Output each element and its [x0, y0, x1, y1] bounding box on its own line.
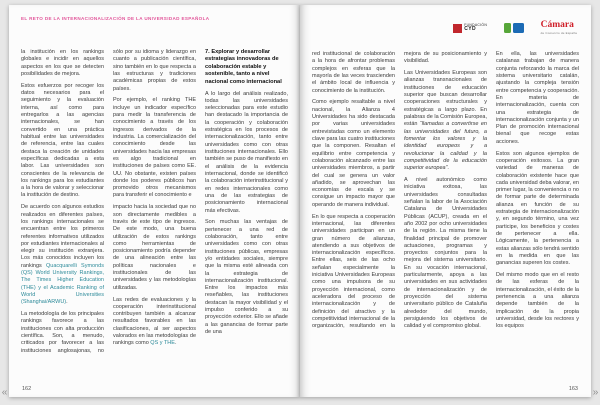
running-header: [21, 12, 288, 40]
paragraph: La metodología de los principales rankings favorece a las instituciones con alta producción científica. Son, a menudo, criticados por favorecer a las instituciones anglosajonas, no sólo por su idioma y liderazgo en cuanto a publicación científica, sino también en lo que respecta a las estructuras y tradiciones académicas propias de estos países.: [21, 49, 196, 354]
partner-logo: [504, 23, 524, 33]
paragraph: [404, 70, 487, 172]
camara-logo-subtitle: de Comercio de España: [540, 31, 577, 36]
cyd-logo-line2: CYD: [464, 26, 477, 33]
next-page-button[interactable]: [591, 385, 600, 399]
text-run: Las Universidades Europeas son alianzas transnacionales de instituciones de educación superior que buscan desarrollar cooperaciones estructurales y estratégicas a largo plazo. En palabras de la Comisión Europea, están: [404, 70, 487, 128]
chevron-left-icon: «: [1, 386, 8, 398]
text-run: .: [174, 340, 177, 347]
paragraph: En lo que respecta a cooperación internacional, las diferentes universidades participan en un gran número de alianzas, atendiendo a sus objetivos de internacionalización específicos. Entre ellas, seis de las ocho señalan especialmente la iniciativa Universidades Europeas como una impulsora de su proyección internacional, como aceleradora del proceso de internacionalización y de definición del atractivo y la competitividad internacional de la organización, resultando en la mejora de su posicionamiento y visibilidad.: [312, 51, 487, 330]
fundacion-cyd-logo: [453, 24, 487, 33]
camara-logo: [541, 21, 577, 36]
paragraph: Por ejemplo, el ranking THE incluye un indicador específico para medir la transferencia de conocimiento a través de los ingresos derivados de la industria. La comercialización del conocimiento desde las universidades hacia las empresas es algo tradicional en instituciones de países como EE. UU. No obstante, existen países donde los poderes públicos han promovido otros mecanismos para transferir el conocimiento e: [113, 97, 196, 199]
paragraph: Estos son algunos ejemplos de cooperación exitosos. La gran variedad de maneras de colaboración existente hace que cada universidad deba valorar, en primer lugar, la conveniencia o no de formar parte de determinada alianza en función de su estrategia de internacionalización y, en segundo término, una vez participe, los beneficios y costes de pertenecer a ella. Lógicamente, la pertenencia a estas alianzas sólo tendrá sentido en la medida en que las ganancias superen los costes.: [496, 150, 579, 267]
text-run: .: [66, 299, 68, 306]
camara-logo-wordmark: Cámara: [540, 19, 574, 30]
text-run: Las redes de evaluaciones y la cooperación interinstitucional contribuyen también a alcanzar resultados favorables en las clasificaciones, al ser aspectos valorados en las metodologías de rankings como: [113, 296, 196, 347]
left-page-columns: [21, 49, 288, 379]
logo-strip: [312, 12, 579, 42]
page-number-left: 162: [22, 386, 32, 392]
paragraph: impacto hacia la sociedad que no son directamente medibles a través de este tipo de ingresos. De este modo, una buena utilización de estos rankings como herramientas de posicionamiento podría depender de una alineación entre las políticas nacionales e institucionales de las universidades y las metodologías utilizadas.: [113, 204, 196, 291]
paragraph: A nivel autonómico como iniciativa exitosa, las universidades consultadas señalan la labor de la Asociación Catalana de Universidades Públicas (ACUP), creada en el año 2002 por ocho universidades de la región. La misma tiene la finalidad principal de promover actuaciones, programas y proyectos conjuntos para la mejora del sistema universitario. En su vocación internacional, particularmente, apoya a las universidades en sus actividades de internacionalización y de proyección del sistema universitario público de Cataluña alrededor del mundo, persiguiendo los objetivos de calidad y el compromiso global.: [404, 177, 487, 330]
cyd-logo-text: [464, 24, 487, 33]
page-number-right: 163: [568, 386, 578, 392]
paragraph: A lo largo del análisis realizado, todas las universidades seleccionadas para este estudio han destacado la importancia de la cooperación y colaboración estratégica en los procesos de internacionalización, tanto entre universidades como con otras instituciones internacionales. Ello también se puso de manifiesto en el análisis de la evidencia internacional, donde se identificó la colaboración interinstitucional y en redes internacionales como una de las estrategias de posicionamiento internacional más efectivas.: [205, 90, 288, 214]
left-page: [9, 5, 300, 397]
ranking-names-highlight: QS y THE: [150, 340, 175, 347]
paragraph: Del mismo modo que en el resto de las esferas de la internacionalización, el éxito de la pertenencia a una alianza depende también de la implicación de la propia universidad, desde los rectores y los equipos: [496, 272, 579, 330]
paragraph: Son muchas las ventajas de pertenecer a una red de colaboración, tanto entre universidades como con otras instituciones públicas, empresas y/o entidades sociales, siempre que la misma esté alineada con la estrategia de internacionalización institucional. Entre los impactos más reseñables, las instituciones destacan la mayor visibilidad y el impulso conferido a su proyección exterior. Ello se añade a las ganancias de formar parte de una: [205, 219, 288, 336]
paragraph: Estos esfuerzos por recoger los datos necesarios para el seguimiento y la evaluación interna, así como para entregarlos a las agencias internacionales, se han convertido en una práctica habitual entre las universidades de referencia, entre las cuales destaca la creación de unidades específicas dedicadas a esta labor. Las universidades son conscientes de la relevancia de los rankings para los estudiantes a la hora de valorar y seleccionar la institución de destino.: [21, 82, 104, 199]
paragraph: Como ejemplo resaltable a nivel nacional, la Alianza 4 Universidades ha sido destacada por varias universidades entrevistadas como un elemento clave para las cuatro instituciones que la componen. Resaltan el equilibrio entre competencia y colaboración alcanzado entre las universidades miembros, a partir del cual se genera un valor añadido, se aprovechan las economías de escala y se consigue un impacto mayor que operando de manera individual.: [312, 99, 395, 208]
partner-logo-icon: [513, 23, 524, 33]
cyd-logo-icon: [453, 24, 462, 33]
quotation-text: “llamadas a convertirse en las universidades del futuro, a fomentar los valores y la identidad europeos y a revolucionar la calidad y la competitividad de la educación superior europea”: [404, 121, 487, 172]
cyd-logo-line1: FUNDACIÓN: [464, 22, 488, 27]
paragraph: [113, 297, 196, 348]
right-page: [300, 5, 591, 397]
text-run: .: [447, 165, 449, 172]
partner-logo-icon: [504, 23, 511, 33]
paragraph: red institucional de colaboración a la hora de afrontar problemas complejos en esferas que la mayoría de las veces trascienden el ámbito local de influencia y conocimiento de la institución.: [312, 51, 395, 94]
ranking-names-highlight: Quacquarelli Symonds (QS) World University Rankings, The Times Higher Education (THE) y el Academic Ranking of World Universities (Shanghai/ARWU): [21, 262, 104, 306]
report-title: EL RETO DE LA INTERNACIONALIZACIÓN DE LA UNIVERSIDAD ESPAÑOLA: [21, 16, 210, 21]
prev-page-button[interactable]: [0, 385, 9, 399]
text-run: De acuerdo con algunos estudios realizados en diferentes países, los rankings internacionales se encuentran entre los primeros referentes informativos utilizados por estudiantes internacionales al elegir su institución extranjera. Los más conocidos incluyen los rankings: [21, 204, 104, 269]
paragraph: [21, 204, 104, 306]
page-spread: [9, 5, 591, 397]
right-page-columns: [312, 51, 579, 381]
paragraph: la institución en los rankings globales e incidir en aquellos aspectos en los que se detecten posibilidades de mejora.: [21, 49, 104, 77]
chevron-right-icon: »: [592, 386, 599, 398]
paragraph: En ella, las universidades catalanas trabajan de manera conjunta reforzando la marca del sistema universitario catalán, ajustando la compleja tensión entre competencia y cooperación. En materia de internacionalización, cuenta con una estrategia de internacionalización conjunta y un Plan de promoción internacional bienal que recoge estas acciones.: [496, 51, 579, 145]
section-heading: 7. Explorar y desarrollar estrategias innovadoras de colaboración estable y sostenible, tanto a nivel nacional como internacional: [205, 49, 282, 85]
